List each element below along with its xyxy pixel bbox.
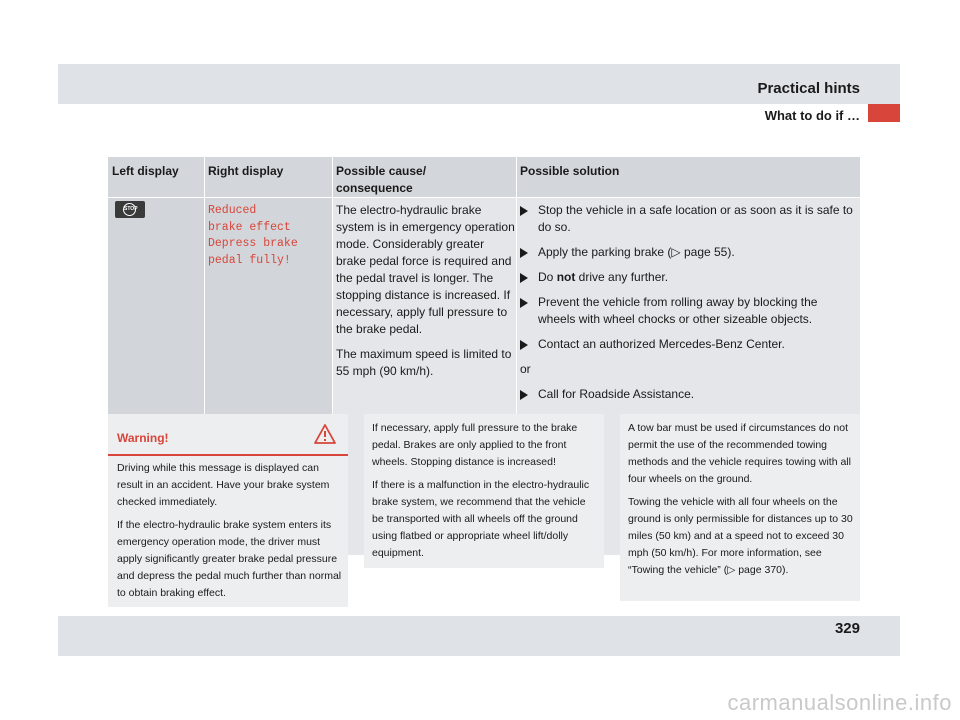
footer-band xyxy=(58,616,900,656)
bullet-arrow-icon xyxy=(520,298,528,308)
stop-indicator-icon xyxy=(115,201,145,218)
note-paragraph: If necessary, apply full pressure to the brake pedal. Brakes are only applied to the front wheels. Stopping distance is increased! xyxy=(372,422,578,468)
section-title: What to do if … xyxy=(764,108,860,123)
note-box-brake-pressure xyxy=(364,414,604,568)
cause-paragraph: The maximum speed is limited to 55 mph (90 km/h). xyxy=(336,347,512,378)
warning-paragraph: Driving while this message is displayed can result in an accident. Have your brake system checked immediately. xyxy=(117,462,330,508)
solution-step: Contact an authorized Mercedes-Benz Center. xyxy=(520,336,856,353)
bullet-arrow-icon xyxy=(520,206,528,216)
page-number: 329 xyxy=(834,620,860,637)
warning-triangle-icon xyxy=(314,424,336,444)
solution-step: Prevent the vehicle from rolling away by blocking the wheels with wheel chocks or other sizeable objects. xyxy=(520,294,856,328)
display-line: brake effect xyxy=(208,220,291,234)
possible-solution-list xyxy=(520,202,856,411)
warning-paragraph: If the electro-hydraulic brake system enters its emergency operation mode, the driver must apply significantly greater brake pedal pressure and depress the pedal much further than normal to obtain braking effect. xyxy=(117,519,342,599)
header-possible-solution: Possible solution xyxy=(520,164,620,178)
display-line: Depress brake xyxy=(208,237,298,250)
bullet-arrow-icon xyxy=(520,273,528,283)
display-line: Reduced xyxy=(208,204,257,217)
header-possible-cause: Possible cause/ consequence xyxy=(336,164,427,195)
solution-or: or xyxy=(520,362,531,376)
chapter-title: Practical hints xyxy=(757,80,860,97)
solution-step: Do not drive any further. xyxy=(520,269,856,286)
solution-step: Call for Roadside Assistance. xyxy=(520,386,856,403)
display-line: pedal fully! xyxy=(208,253,291,267)
bullet-arrow-icon xyxy=(520,340,528,350)
watermark: carmanualsonline.info xyxy=(727,690,952,715)
stop-icon-text: STOP xyxy=(123,203,136,216)
bullet-arrow-icon xyxy=(520,248,528,258)
note-paragraph: A tow bar must be used if circumstances do not permit the use of the recommended towing methods and the vehicle requires towing with all four wheels on the ground. xyxy=(628,422,851,485)
solution-step: Apply the parking brake (▷ page 55). xyxy=(520,244,856,261)
note-box-towing xyxy=(620,414,860,601)
note-paragraph: Towing the vehicle with all four wheels on the ground is only permissible for distances up to 30 miles (50 km) and at a speed not to exceed 30 mph (50 km/h). For more information, see “Towing the vehicle” (▷ page 370). xyxy=(628,496,853,576)
table-header-row xyxy=(108,157,860,197)
section-marker-tab xyxy=(868,104,900,122)
header-left-display: Left display xyxy=(112,164,179,178)
bullet-arrow-icon xyxy=(520,390,528,400)
note-paragraph: If there is a malfunction in the electro-hydraulic brake system, we recommend that the vehicle be transported with all wheels off the ground using flatbed or appropriate wheel lift/dolly equipment. xyxy=(372,479,590,559)
warning-title: Warning! xyxy=(117,431,169,445)
cause-paragraph: The electro-hydraulic brake system is in emergency operation mode. Considerably greater brake pedal force is required and the pedal travel is longer. The stopping distance is increased. If necessary, apply full pressure to the brake pedal. xyxy=(336,203,515,336)
warning-box xyxy=(108,414,348,607)
possible-cause-text xyxy=(336,202,516,388)
warning-body xyxy=(117,460,343,608)
warning-header xyxy=(108,414,348,456)
solution-step: Stop the vehicle in a safe location or as soon as it is safe to do so. xyxy=(520,202,856,236)
right-display-message xyxy=(208,203,328,269)
header-right-display: Right display xyxy=(208,164,284,178)
